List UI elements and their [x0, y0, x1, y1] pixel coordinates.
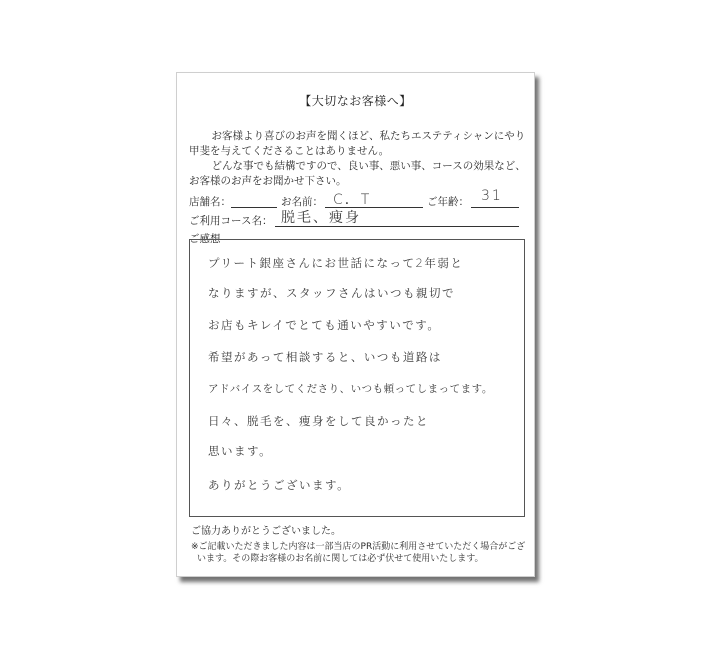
feedback-line: アドバイスをしてくださり、いつも頼ってしまってます。 [208, 383, 493, 395]
thanks-text: ご協力ありがとうございました。 [191, 526, 341, 537]
feedback-label: ご感想 [189, 233, 221, 245]
store-field [231, 207, 277, 208]
age-value: 31 [481, 188, 503, 204]
feedback-line: なりますが、スタッフさんはいつも親切で [208, 286, 455, 300]
card-title: 【大切なお客様へ】 [299, 94, 412, 108]
survey-card [176, 72, 535, 577]
feedback-line: 思います。 [208, 444, 273, 458]
intro-line: お客様より喜びのお声を聞くほど、私たちエステティシャンにやり [201, 130, 526, 142]
name-value: C．T [333, 192, 372, 208]
course-value: 脱毛、痩身 [281, 210, 361, 226]
age-label: ご年齢： [427, 196, 469, 208]
name-label: お名前： [281, 196, 323, 208]
feedback-box [189, 239, 525, 517]
intro-line: お客様のお声をお聞かせ下さい。 [189, 175, 347, 187]
age-field [471, 207, 519, 208]
disclaimer-line: います。その際お客様のお名前に関しては必ず伏せて使用いたします。 [197, 554, 484, 564]
disclaimer-line: ※ご記載いただきました内容は一部当店のPR活動に利用させていただく場合がござ [191, 542, 526, 552]
feedback-line: 希望があって相談すると、いつも道路は [208, 350, 442, 364]
feedback-line: 日々、脱毛を、痩身をして良かったと [208, 414, 429, 428]
feedback-line: ありがとうございます。 [208, 478, 351, 492]
feedback-line: プリート銀座さんにお世話になって2年弱と [208, 256, 464, 270]
intro-line: 甲斐を与えてくださることはありません。 [189, 145, 390, 157]
store-label: 店舗名： [189, 196, 231, 208]
intro-line: どんな事でも結構ですので、良い事、悪い事、コースの効果など、 [201, 160, 526, 172]
course-label: ご利用コース名： [189, 215, 273, 227]
feedback-line: お店もキレイでとても通いやすいです。 [208, 318, 441, 332]
